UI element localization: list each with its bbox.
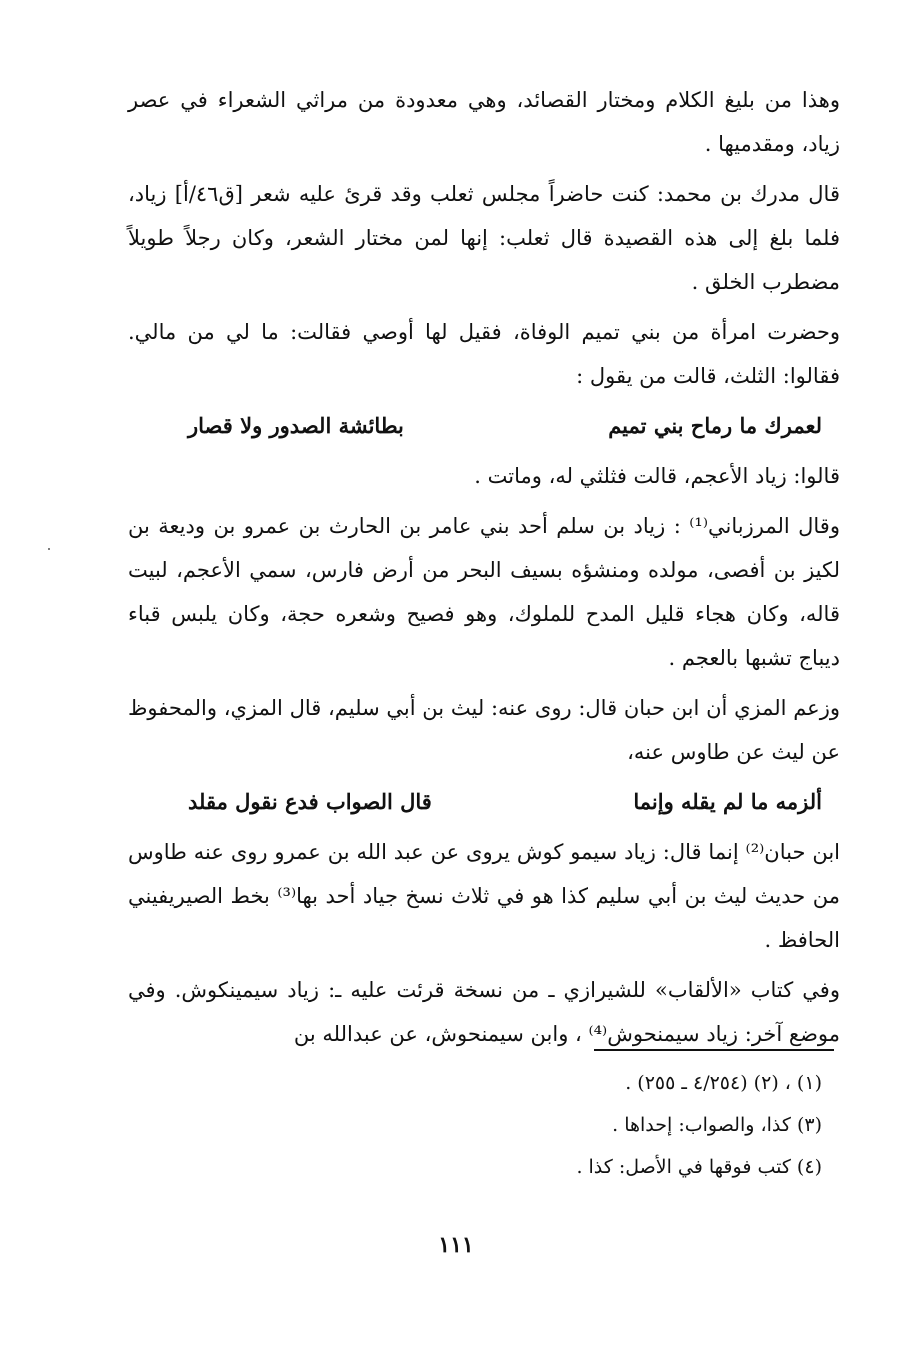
paragraph-ziyad-alajam: قالوا: زياد الأعجم، قالت فثلثي له، وماتت . [474,464,840,488]
verse-1-second-hemistich: بطائشة الصدور ولا قصار [188,413,404,438]
verse-2-second-hemistich: قال الصواب فدع نقول مقلد [188,789,432,814]
paragraph-elegy-praise: وهذا من بليغ الكلام ومختار القصائد، وهي معدودة من مراثي الشعراء في عصر زياد، ومقدميها . [128,88,840,156]
verse-line-1 [128,404,840,448]
page-body [128,78,840,1062]
scan-speck [48,548,50,550]
footnote-4: (٤) كتب فوقها في الأصل: كذا . [576,1156,822,1178]
verse-line-2 [128,780,840,824]
paragraph-marzubani: وقال المرزباني⁽¹⁾ : زياد بن سلم أحد بني عامر بن الحارث بن عمرو بن وديعة بن لكيز بن أفصى، مولده ومنشؤه بسيف البحر من أرض فارس، سمي الأعجم، لبيت قاله، وكان هجاء قليل المدح للملوك، وهو فصيح وشعره حجة، وكان يلبس قباء ديباج تشبها بالعجم . [128,514,840,670]
paragraph-mudrik-thalab: قال مدرك بن محمد: كنت حاضراً مجلس ثعلب وقد قرئ عليه شعر [ق٤٦/أ] زياد، فلما بلغ إلى هذه القصيدة قال ثعلب: إنها لمن مختار الشعر، وكان رجلاً طويلاً مضطرب الخلق . [128,182,840,294]
footnote-1-2: (١) ، (٢) (٤/٢٥٤ ـ ٢٥٥) . [625,1072,822,1094]
paragraph-mizzi-ibn-hibban: وزعم المزي أن ابن حبان قال: روى عنه: ليث بن أبي سليم، قال المزي، والمحفوظ عن ليث عن طاوس عنه، [128,696,840,764]
footnote-3: (٣) كذا، والصواب: إحداها . [612,1114,822,1136]
footnotes [402,1064,822,1190]
verse-2-first-hemistich: ألزمه ما لم يقله وإنما [633,789,822,814]
page-number: ١١١ [438,1232,474,1258]
paragraph-tamim-woman: وحضرت امرأة من بني تميم الوفاة، فقيل لها أوصي فقالت: ما لي من مالي. فقالوا: الثلث، قالت من يقول : [128,320,840,388]
verse-1-first-hemistich: لعمرك ما رماح بني تميم [608,413,822,438]
footnote-separator [594,1049,834,1051]
paragraph-alqab-shirazi: وفي كتاب «الألقاب» للشيرازي ـ من نسخة قرئت عليه ـ: زياد سيمينكوش. وفي موضع آخر: زياد سيمنحوش⁽⁴⁾ ، وابن سيمنحوش، عن عبدالله بن [128,978,840,1046]
paragraph-ibn-hibban-said: ابن حبان⁽²⁾ إنما قال: زياد سيمو كوش يروى عن عبد الله بن عمرو روى عنه طاوس من حديث ليث بن أبي سليم كذا هو في ثلاث نسخ جياد أحد بها⁽³⁾ بخط الصيريفيني الحافظ . [128,840,841,952]
